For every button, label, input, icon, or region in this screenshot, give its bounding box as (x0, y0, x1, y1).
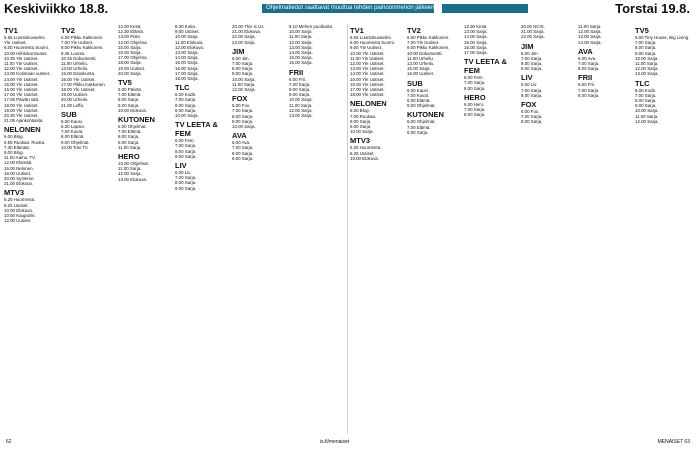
program-entry: 8.00 Elämä. (407, 98, 431, 104)
program-entry: 7.00 Kuvat. (61, 129, 84, 135)
program-entry: 21.05 Ajankohtaista. (4, 118, 44, 124)
channel-title: HERO (464, 92, 486, 102)
program-entry: 8.00 Sarja. (175, 102, 197, 108)
channel-title: NELONEN (4, 125, 41, 135)
program-entry: 7.00 Sarja. (578, 61, 600, 67)
program-entry: 12.00 Sarja. (635, 66, 659, 72)
program-entry: 9.00 Sarja. (232, 118, 254, 124)
program-entry: 19.00 Uutiset. (61, 92, 89, 98)
program-entry: 16.00 Yle Uutiset. (350, 81, 385, 87)
program-entry: 20.00 Sarja. (118, 70, 142, 76)
program-entry: 19.00 Yle Uutiset. (4, 107, 39, 113)
program-entry: 6.00 Pikku Kakkonen. (407, 35, 450, 40)
listing-column (578, 24, 632, 432)
program-entry: 10.00 Sarja. (175, 34, 199, 40)
channel-title: TV1 (350, 26, 364, 35)
program-entry: 11.00 Urheilu. (407, 55, 435, 61)
footer-site: is.fi/menaiset (320, 439, 350, 445)
program-entry: 8.00 Sarja. (350, 118, 372, 124)
program-entry: 14.00 Yle Uutiset. (4, 76, 39, 82)
program-entry: 12.00 Kesä. (118, 24, 142, 29)
program-entry: 18.00 Yle Uutiset. (350, 92, 385, 98)
channel-title: TLC (175, 83, 190, 93)
program-entry: 8.00 Sarja. (635, 45, 657, 51)
program-entry: 13.00 Yle Uutiset. (350, 66, 385, 72)
program-entry: 13.00 Kotimaan uutiset. (4, 71, 51, 77)
program-entry: 20.30 Yle Uutiset. (4, 113, 39, 119)
program-entry: 8.00 Sarja. (118, 97, 140, 103)
program-entry: 20.00 Syömme. (4, 176, 35, 182)
notice-band (262, 4, 437, 13)
program-entry: 8.00 Sarja. (175, 148, 197, 154)
program-entry: 9.00 Blog. (4, 150, 24, 156)
program-entry: 9.00 Sarja. (175, 107, 197, 113)
program-entry: 16.00 Yle Uutiset. (4, 87, 39, 93)
program-entry: 8.00 Sarja. (232, 113, 254, 119)
program-entry: 7.00 Sarja. (232, 61, 254, 67)
program-entry: 13.00 Urheilu. (407, 61, 435, 67)
program-entry: 11.00 Elokuva. (175, 39, 204, 45)
program-entry: 16.00 Sarja. (118, 50, 142, 56)
program-entry: 8.00 Sarja. (521, 119, 543, 125)
program-entry: 22.00 Sarja. (521, 34, 545, 40)
program-entry: 15.00 Sarja. (407, 66, 431, 72)
program-entry: 17.00 Sarja. (464, 50, 488, 56)
channel-title: MTV3 (4, 188, 25, 198)
program-entry: 14.00 Sarja. (464, 34, 488, 40)
channel-title: LIV (175, 161, 187, 171)
program-entry: 8.25 Uutiset. (4, 202, 29, 208)
program-entry: 12.00 Sarja. (578, 29, 602, 35)
program-entry: 14.00 Yle Uutiset. (350, 71, 385, 77)
program-entry: 7.00 Sarja. (464, 80, 486, 86)
program-entry: 6.00 Ohjelmat. (407, 119, 436, 125)
program-entry: 6.00 Kodit. (635, 87, 656, 93)
program-entry: 13.00 Sarja. (578, 34, 602, 40)
program-entry: 10.00 Yle Uutiset. (350, 50, 385, 56)
listing-column (4, 24, 58, 432)
program-entry: 23.00 Sarja. (232, 39, 256, 45)
channel-title: NELONEN (350, 99, 387, 109)
program-entry: 9.00 Pikku Kakkonen. (61, 45, 104, 51)
program-entry: 8.00 Sarja. (464, 112, 486, 118)
channel-title: TV2 (407, 26, 421, 35)
program-entry: 14.00 Sarja. (578, 39, 602, 45)
program-entry: 20.00 This is Us. (232, 24, 265, 29)
page-footer (0, 436, 696, 450)
listing-column (407, 24, 461, 432)
program-entry: 6.30 Lapsia. (61, 124, 85, 130)
channel-title: SUB (407, 78, 423, 88)
program-entry: 19.00 Uutiset. (118, 65, 146, 71)
listing-column (175, 24, 229, 432)
program-entry: 6.00 Fox. (232, 103, 251, 109)
program-entry: 9.00 Ohjelmat. (61, 139, 90, 145)
tv-listing-columns (0, 24, 696, 432)
channel-title: TV LEETA & FEM (464, 57, 507, 76)
program-entry: 10.00 Sarja. (635, 55, 659, 61)
program-entry: 6.00 Hero. (464, 101, 485, 107)
program-entry: 9.00 Sarja. (232, 155, 254, 161)
program-entry: 7.00 Elämä. (118, 129, 142, 135)
channel-title: MTV3 (350, 136, 371, 146)
program-entry: 17.05 Päivän sää. (4, 97, 40, 103)
program-entry: 17.00 Yle Uutiset. (4, 92, 39, 98)
program-entry: 9.00 Sarja. (118, 102, 140, 108)
program-entry: 15.00 Sarja. (175, 60, 199, 66)
program-entry: 18.00 Yle Uutiset. (4, 102, 39, 108)
program-entry: 7.00 Elämä. (407, 124, 431, 130)
listing-column (464, 24, 518, 432)
program-entry: 13.00 Sarja. (289, 44, 313, 50)
program-entry: 10.00 Dokumentti. (407, 50, 443, 56)
program-entry: 12.30 Kesä. (464, 24, 488, 29)
program-entry: 15.00 Yle Uutiset. (4, 81, 39, 87)
program-entry: 18.00 Uutiset. (4, 170, 32, 176)
program-entry: 6.00 Blog. (4, 134, 24, 140)
program-entry: 11.00 Sarja. (578, 24, 602, 29)
program-entry: 20.00 Urheilu. (61, 97, 89, 103)
program-entry: 6.00 Kausi. (61, 118, 83, 124)
channel-title: AVA (232, 131, 247, 141)
listing-column (232, 24, 286, 432)
program-entry: 12.00 Sarja. (289, 107, 313, 113)
program-entry: 7.00 Kuvat. (407, 92, 430, 98)
program-entry: 15.00 Sarja. (118, 44, 142, 50)
program-entry: 17.00 Ohjelma. (118, 55, 148, 61)
program-entry: 7.00 Ruokaa. (350, 113, 377, 119)
program-entry: 11.00 Sarja. (289, 34, 313, 40)
program-entry: 9.00 Sarja. (635, 103, 657, 109)
program-entry: 16.00 Yle Uutiset. (61, 76, 96, 82)
channel-title: FRII (578, 73, 593, 83)
program-entry: 10.00 Tosi TV. (61, 144, 89, 150)
channel-title: FRII (289, 67, 304, 77)
program-entry: 9.00 Uutiset. (175, 29, 200, 35)
program-entry: 17.00 Sarja. (175, 70, 199, 76)
program-entry: 7.00 Sarja. (232, 145, 254, 151)
program-entry: 12.00 Sarja. (635, 118, 659, 124)
program-entry: 14.00 Ohjelma. (118, 39, 148, 45)
program-entry: 8.00 Sarja. (232, 66, 254, 72)
listing-column (635, 24, 689, 432)
program-entry: 16.00 Sarja. (289, 60, 313, 66)
program-entry: 12.00 Elokuva. (175, 44, 205, 50)
program-entry: 8.00 Sarja. (578, 92, 600, 98)
program-entry: 13.00 Sarja. (289, 113, 313, 119)
program-entry: 10.00 Sarja. (635, 108, 659, 114)
program-entry: 9.00 Sarja. (175, 153, 197, 159)
program-entry: 7.00 Sarja. (232, 108, 254, 114)
program-entry: 10.30 Yle Uutiset. (4, 55, 39, 61)
program-entry: 11.00 Urheilu. (61, 61, 89, 67)
program-entry: 10.50 Kaupunki. (4, 213, 36, 219)
program-entry: 16.00 Sarja. (464, 44, 488, 50)
listing-column (118, 24, 172, 432)
program-entry: 8.00 Sarja. (118, 134, 140, 140)
program-entry: 6.00 Kodit. (175, 92, 196, 98)
program-entry: 9.00 Ohjelmat. (407, 103, 436, 109)
program-entry: 6.00 Liv. (175, 170, 192, 176)
channel-title: AVA (578, 46, 593, 56)
program-entry: 21.00 Elokuva. (232, 29, 262, 35)
program-entry: 13.00 Piste. (118, 34, 142, 40)
program-entry: 12.00 Yle Uutiset. (4, 66, 39, 72)
program-entry: 15.00 Sarja. (289, 55, 313, 61)
day-title-left: Keskiviikko 18.8. (4, 1, 109, 16)
channel-title: TLC (635, 78, 650, 88)
program-entry: 12.00 Uutiset. (4, 218, 32, 224)
program-entry: 18.00 Sarja. (175, 76, 199, 82)
program-entry: 9.00 Sarja. (289, 92, 311, 98)
program-entry: 9.00 Sarja. (118, 139, 140, 145)
channel-title: TV LEETA & FEM (175, 120, 218, 139)
program-entry: 8.00 Sarja. (464, 85, 486, 91)
program-entry: 12.00 Sarja. (289, 39, 313, 45)
program-entry: 10.00 Sarja. (175, 113, 199, 119)
program-entry: 10.00 Sarja. (289, 97, 313, 103)
program-entry: 11.00 Sarja. (118, 166, 142, 172)
program-entry: 15.00 Yle Uutiset. (350, 76, 385, 82)
channel-title: TV5 (118, 78, 132, 88)
channel-title: LIV (521, 73, 533, 83)
channel-title: KUTONEN (407, 110, 444, 120)
program-entry: 10.00 Hiihtokuntoutus. (4, 50, 48, 56)
program-entry: 8.00 Sarja. (521, 61, 543, 67)
program-entry: 6.00 Blog. (350, 108, 370, 114)
program-entry: 6.00 Ohjelmat. (118, 124, 147, 130)
program-entry: 5.55 Luontokuvaelmi. (350, 35, 392, 40)
channel-title: TV5 (635, 26, 649, 35)
program-entry: 8.00 Sarja. (521, 92, 543, 98)
program-entry: 10.00 Elokuva. (350, 155, 380, 161)
program-entry: 18.00 Sarja. (118, 60, 142, 66)
program-entry: 10.00 Elokuva. (4, 207, 34, 213)
channel-title: JIM (232, 46, 245, 56)
program-entry: 6.00 Huomenta Suomi. (350, 40, 395, 46)
program-entry: 16.00 Nelonen. (4, 165, 34, 171)
program-entry: 11.00 Sarja. (232, 81, 256, 87)
program-entry: 7.00 Sarja. (175, 143, 197, 149)
page-number-right: MENAISET 63 (657, 439, 690, 445)
program-entry: 6.00 Fem. (175, 138, 195, 144)
program-entry: 8.25 Uutiset. (350, 150, 375, 156)
program-entry: 7.00 Yle Uutiset. (407, 40, 440, 46)
channel-title: FOX (521, 100, 537, 110)
listing-column (61, 24, 115, 432)
channel-title: JIM (521, 41, 534, 51)
program-entry: 6.00 Pikku Kakkonen. (61, 35, 104, 40)
program-entry: Yle Uutiset. (4, 40, 27, 46)
program-entry: 7.00 Sarja. (635, 92, 657, 98)
program-entry: 6.00 Frii. (289, 76, 307, 82)
program-entry: 7.00 Sarja. (175, 97, 197, 103)
program-entry: 6.00 Huomenta Suomi. (4, 45, 49, 51)
channel-title: TV2 (61, 26, 75, 35)
program-entry: 7.00 Sarja. (578, 87, 600, 93)
program-entry: 9.00 Sarja. (232, 71, 254, 77)
program-entry: 6.25 Huomenta. (4, 197, 36, 203)
program-entry: 22.00 Sarja. (232, 34, 256, 40)
program-entry: 10.00 Sarja. (350, 129, 374, 135)
program-entry: 18.00 Yle Uutiset. (61, 87, 96, 93)
program-entry: 11.00 Yle Uutiset. (350, 55, 385, 61)
program-entry: 7.00 Sarja. (521, 87, 543, 93)
program-entry: 11.00 Sarja. (289, 102, 313, 108)
program-entry: 6.00 Fem. (464, 75, 484, 81)
program-entry: 10.00 Sarja. (232, 76, 256, 82)
program-entry: 10.00 Ohjelmat. (118, 161, 149, 167)
program-entry: 6.00 Ava. (232, 140, 251, 146)
program-entry: 8.00 Sarja. (578, 66, 600, 72)
program-entry: 13.00 Sarja. (175, 50, 199, 56)
program-entry: 11.00 Sarja. (118, 144, 142, 150)
program-entry: 12.30 Elämä. (118, 29, 144, 35)
day-title-right: Torstai 19.8. (615, 1, 690, 16)
channel-title: TV1 (4, 26, 18, 35)
program-entry: 11.00 Sarja. (635, 61, 659, 67)
program-entry: 9.00 Sarja. (521, 66, 543, 72)
program-entry: 20.00 NCIS. (521, 24, 545, 29)
program-entry: 21.00 Elokuva. (4, 181, 34, 187)
program-entry: 14.00 Sarja. (175, 55, 199, 61)
program-entry: 8.00 Sarja. (635, 98, 657, 104)
program-entry: 6.00 Tiny House, Big Living. (635, 35, 689, 40)
program-entry: 21.00 Sarja. (521, 29, 545, 35)
program-entry: 7.00 Sarja. (521, 55, 543, 61)
listing-column (350, 24, 404, 432)
program-entry: 6.00 Kausi. (407, 87, 429, 93)
program-entry: 8.00 Elämä. (61, 134, 85, 140)
program-entry: 8.00 Sarja. (407, 129, 429, 135)
program-entry: 7.00 Sarja. (175, 175, 197, 181)
page-number-left: 62 (6, 439, 12, 445)
program-entry: 17.00 Pikku Kakkonen. (61, 81, 106, 87)
page-header (0, 0, 696, 22)
program-entry: 7.00 Sarja. (635, 40, 657, 46)
program-entry: 12.00 Elämää. (4, 160, 33, 166)
program-entry: 15.00 Sarja. (464, 39, 488, 45)
program-entry: 11.00 Yle Uutiset. (4, 61, 39, 67)
program-entry: 13.00 Sarja. (464, 29, 488, 35)
program-entry: 7.00 Sarja. (289, 81, 311, 87)
program-entry: 9.00 Sarja. (175, 185, 197, 191)
program-entry: 6.00 Liv. (521, 82, 538, 88)
channel-title: HERO (118, 152, 140, 162)
program-entry: 10.00 Sarja. (289, 29, 313, 35)
program-entry: 11.00 Sarja. (635, 113, 659, 119)
program-entry: 6.00 Jim. (521, 50, 539, 56)
program-entry: 10.15 Dokumentti. (61, 55, 97, 61)
program-entry: 9.00 Pikku Kakkonen. (407, 45, 450, 51)
program-entry: 13.00 Elokuva. (118, 176, 148, 182)
program-entry: 13.00 Urheilu. (61, 66, 89, 72)
program-entry: 6.00 Frii. (578, 82, 596, 88)
notice-band-right (442, 4, 528, 13)
program-entry: 6.00 Fox. (521, 109, 540, 115)
program-entry: 10.00 Sarja. (232, 124, 256, 130)
program-entry: 7.00 Elämä. (118, 92, 142, 98)
program-entry: 7.30 Elämää. (4, 144, 30, 150)
channel-title: SUB (61, 109, 77, 119)
program-entry: 8.00 Sarja. (289, 87, 311, 93)
program-entry: 9.00 Sarja. (350, 124, 372, 130)
listing-column (289, 24, 343, 432)
notice-text: Ohjelmatiedot saattavat muuttua tehden painoonmenon jälkeen. (266, 5, 437, 11)
program-entry: 9.45 Luonto. (61, 50, 86, 56)
program-entry: 8.30 Kotia. (175, 24, 196, 29)
program-entry: 7.00 Yle Uutiset. (61, 40, 94, 46)
program-entry: 6.55 Ruokaa. Ruoka. (4, 139, 46, 145)
program-entry: 21.00 Leffa. (61, 102, 85, 108)
program-entry: 5.55 Luontokuvaelmi. (4, 35, 46, 40)
channel-title: FOX (232, 94, 248, 104)
program-entry: 8.00 Sarja. (232, 150, 254, 156)
channel-title: KUTONEN (118, 115, 155, 125)
program-entry: 10.00 Elokuva. (118, 107, 148, 113)
program-entry: 9.00 Yle Uutiset. (350, 45, 383, 51)
program-entry: 9.00 Sarja. (635, 50, 657, 56)
program-entry: 16.00 Sarja. (175, 65, 199, 71)
listing-column (521, 24, 575, 432)
program-entry: 12.00 Sarja. (232, 87, 256, 93)
program-entry: 8.00 Sarja. (175, 180, 197, 186)
program-entry: 7.00 Sarja. (464, 107, 486, 113)
program-entry: 6.00 Päivän. (118, 87, 143, 93)
program-entry: 16.00 Uutiset. (407, 71, 435, 77)
program-entry: 14.00 Sarja. (289, 50, 313, 56)
program-entry: 12.00 Yle Uutiset. (350, 61, 385, 67)
program-entry: 12.00 Sarja. (118, 171, 142, 177)
program-entry: 6.00 Ava. (578, 55, 597, 61)
program-entry: 17.00 Yle Uutiset. (350, 87, 385, 93)
program-entry: 11.00 Aamu. TV. (4, 155, 36, 161)
program-entry: 6.00 Jim. (232, 55, 250, 61)
program-entry: 9.10 Mehen puolisoita. (289, 24, 334, 29)
program-entry: 7.00 Sarja. (521, 114, 543, 120)
program-entry: 13.00 Sarja. (635, 71, 659, 77)
program-entry: 15.00 Eduskunta. (61, 71, 96, 77)
program-entry: 6.25 Huomenta. (350, 145, 382, 151)
